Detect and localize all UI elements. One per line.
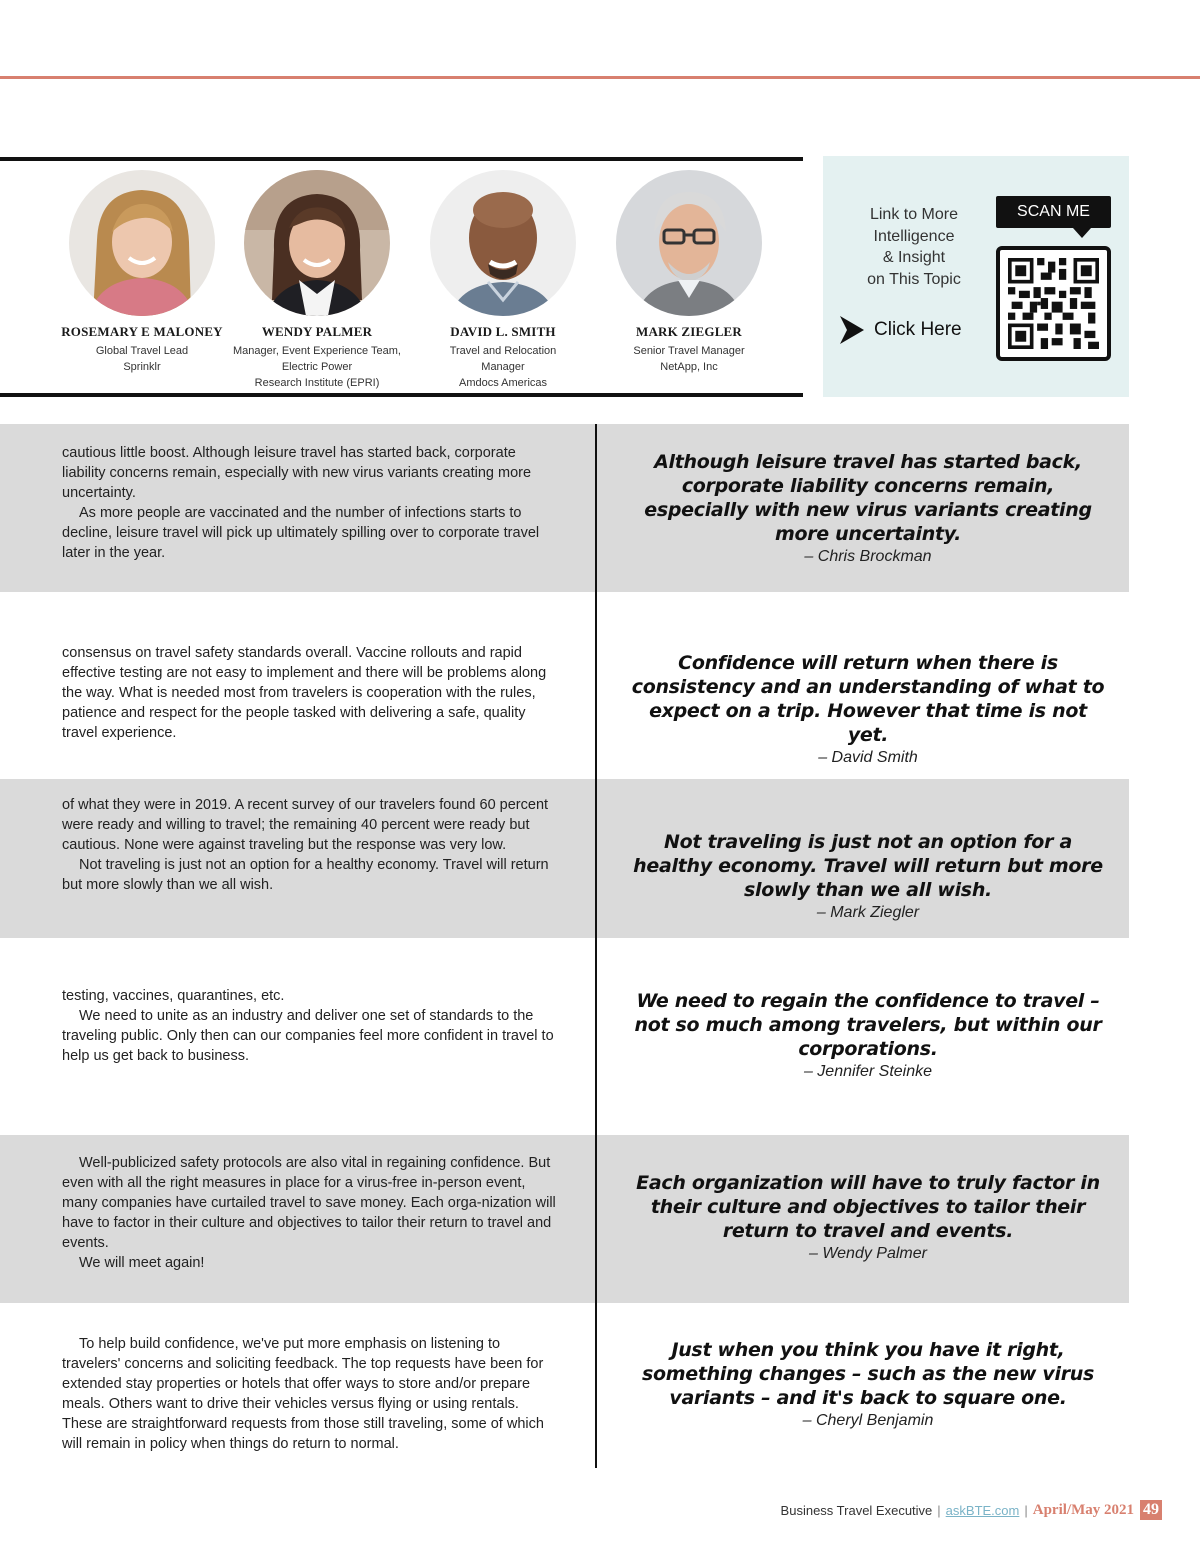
panelist-name: ROSEMARY E MALONEY (61, 324, 223, 339)
pull-quote (628, 830, 1108, 922)
scan-me-badge: SCAN ME (996, 196, 1111, 228)
avatar (430, 170, 576, 316)
pull-quote (628, 651, 1108, 767)
panelist-name: MARK ZIEGLER (635, 324, 743, 339)
quote-text: Each organization will have to truly factor in their culture and objectives to tailor their return to travel and events. (636, 1172, 1100, 1242)
panelist-role: Manager, Event Experience Team, Electric Power Research Institute (EPRI) (233, 345, 401, 389)
panelist-wendy-palmer (224, 170, 410, 391)
more-insight-box (823, 156, 1129, 397)
excerpt-text: Well-publicized safety protocols are also vital in regaining confidence. But even with all the right measures in place for a virus-free in-person event, many companies have curtailed travel to save money. Each orga-nization will have to factor in their culture and objectives to tailor their return to travel and events. We will meet again! (62, 1155, 556, 1271)
pull-quote (628, 1338, 1108, 1430)
pull-quote (628, 989, 1108, 1081)
quote-author: – Wendy Palmer (809, 1245, 927, 1262)
quote-text: Confidence will return when there is consistency and an understanding of what to expect on a trip. However that time is not yet. (631, 652, 1105, 746)
excerpt-text: of what they were in 2019. A recent survey of our travelers found 60 percent were ready and willing to travel; the remaining 40 percent were ready but cautious. None were against traveling but the response was very low. Not traveling is just not an option for a healthy economy. Travel will return but more slowly than we all wish. (62, 797, 549, 893)
avatar (616, 170, 762, 316)
panelist-mark-ziegler (596, 170, 782, 375)
more-insight-text: Link to More Intelligence & Insight on This Topic (867, 206, 961, 288)
panelist-role: Senior Travel Manager NetApp, Inc (633, 345, 745, 373)
quote-author: – Jennifer Steinke (803, 1063, 933, 1080)
quote-author: – Mark Ziegler (816, 904, 920, 921)
quote-text: Not traveling is just not an option for a healthy economy. Travel will return but more slowly than we all wish. (633, 831, 1103, 901)
qr-code[interactable] (996, 246, 1111, 361)
panelist-name: WENDY PALMER (261, 324, 373, 339)
excerpt-text: cautious little boost. Although leisure travel has started back, corporate liability concerns remain, especially with new virus variants creating more uncertainty. As more people are vaccinated and the number of infections starts to decline, leisure travel will pick up ultimately spilling over to corporate travel later in the year. (62, 445, 540, 561)
quote-author: – Chris Brockman (804, 548, 932, 565)
panel-bottom-rule (0, 393, 803, 397)
panelist-role: Global Travel Lead Sprinklr (95, 345, 189, 373)
quote-author: – Cheryl Benjamin (802, 1412, 934, 1429)
excerpt-text: To help build confidence, we've put more emphasis on listening to travelers' concerns and soliciting feedback. The top requests have been for extended stay properties or hotels that offer ways to store and/or prepare meals. Others want to drive their vehicles versus flying or using rentals. These are straightforward requests from those still traveling, some of which will remain in policy when things do return to normal. (62, 1336, 544, 1452)
panelist-david-smith (410, 170, 596, 391)
excerpt-text: consensus on travel safety standards overall. Vaccine rollouts and rapid effective testing are not easy to implement and there will be problems along the way. What is needed most from travelers is cooperation with the rules, patience and respect for the people tasked with delivering a safe, quality travel experience. (62, 645, 547, 741)
avatar (244, 170, 390, 316)
top-accent-rule (0, 76, 1200, 79)
footer-separator: | (1024, 1502, 1028, 1518)
column-divider (595, 424, 597, 1468)
click-here-link[interactable] (838, 314, 962, 346)
page-number: 49 (1140, 1500, 1162, 1520)
excerpt-text: testing, vaccines, quarantines, etc. We need to unite as an industry and deliver one set of standards to the traveling public. Only then can our companies feel more confident in travel to help us get back to business. (62, 988, 554, 1064)
arrow-right-icon (838, 314, 866, 346)
pull-quote (628, 1171, 1108, 1263)
pull-quote (628, 450, 1108, 566)
click-here-label[interactable]: Click Here (874, 319, 962, 340)
issue-date: April/May 2021 (1032, 1501, 1134, 1518)
quote-author: – David Smith (818, 749, 918, 766)
avatar (69, 170, 215, 316)
page-footer (781, 1500, 1162, 1520)
quote-text: Although leisure travel has started back, corporate liability concerns remain, especially with new virus variants creating more uncertainty. (644, 451, 1092, 545)
site-link[interactable]: askBTE.com (945, 1502, 1020, 1518)
panelist-role: Travel and Relocation Manager Amdocs Americas (449, 345, 557, 389)
panel-top-rule (0, 157, 803, 161)
panelist-name: DAVID L. SMITH (450, 324, 556, 339)
quote-text: Just when you think you have it right, something changes – such as the new virus variants – and it's back to square one. (641, 1339, 1095, 1409)
footer-separator: | (937, 1502, 941, 1518)
panelist-rosemary-maloney (49, 170, 235, 375)
qr-code-icon (1008, 258, 1099, 349)
quote-text: We need to regain the confidence to travel – not so much among travelers, but within our corporations. (634, 990, 1102, 1060)
publication-name: Business Travel Executive (780, 1502, 933, 1518)
